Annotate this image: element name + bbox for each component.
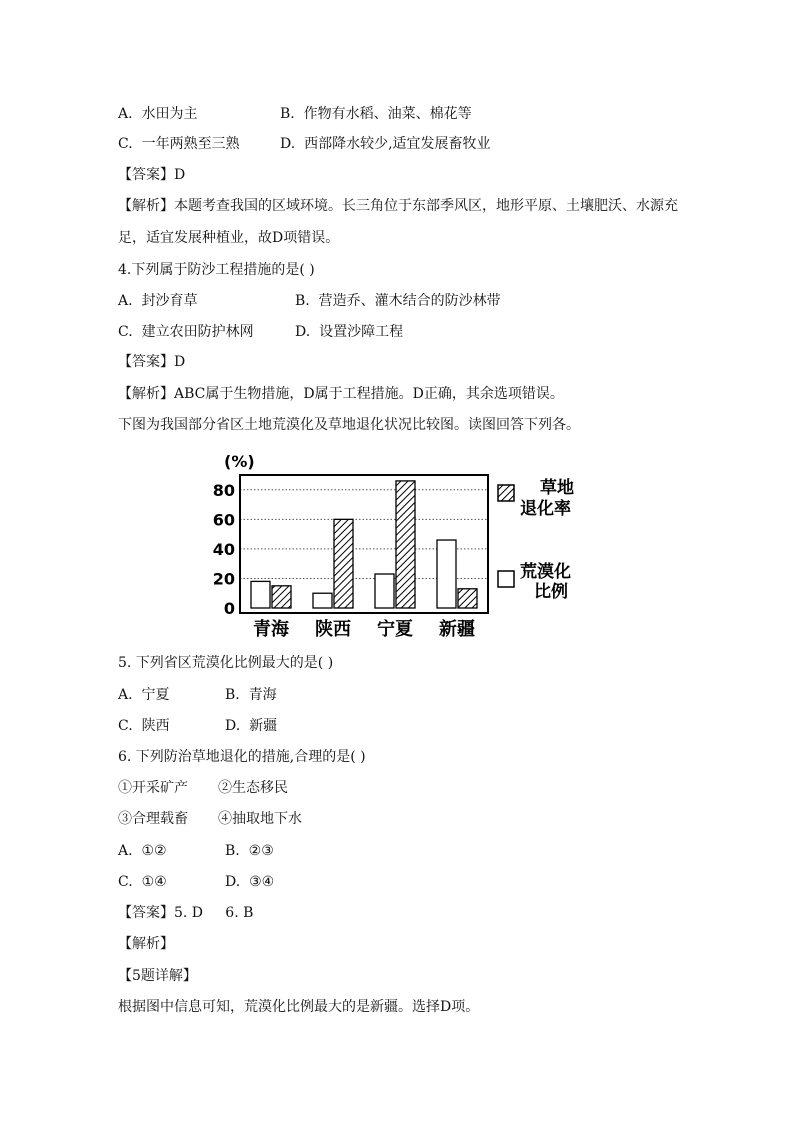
q4-analysis: 【解析】ABC属于生物措施，D属于工程措施。D正确，其余选项错误。 xyxy=(118,386,564,402)
q6-item-4: ④抽取地下水 xyxy=(218,811,302,827)
q6-option-d: D. ③④ xyxy=(225,874,275,890)
bar-desertification xyxy=(375,574,394,608)
x-tick-label: 新疆 xyxy=(439,619,475,640)
legend-desertification-line2: 比例 xyxy=(534,582,568,602)
y-tick-label: 0 xyxy=(223,599,235,618)
bar-grassland-degradation xyxy=(396,481,415,608)
q6-item-3: ③合理载畜 xyxy=(118,811,188,827)
q3-option-b: B. 作物有水稻、油菜、棉花等 xyxy=(280,106,472,122)
x-tick-label: 青海 xyxy=(253,619,289,640)
q6-option-b: B. ②③ xyxy=(225,843,274,859)
q4-option-b: B. 营造乔、灌木结合的防沙林带 xyxy=(295,293,501,309)
q5-option-b: B. 青海 xyxy=(225,687,277,703)
legend-degradation-line1: 草地 xyxy=(540,478,574,498)
q6-option-c: C. ①④ xyxy=(118,874,167,890)
legend-degradation xyxy=(498,477,574,519)
analysis-label: 【解析】 xyxy=(118,936,174,952)
q3-option-c: C. 一年两熟至三熟 xyxy=(118,136,240,152)
bars xyxy=(251,481,477,608)
answers-5-6: 【答案】5. D 6. B xyxy=(118,905,254,921)
q4-answer: 【答案】D xyxy=(118,354,186,370)
q5-option-d: D. 新疆 xyxy=(225,718,278,734)
q5-stem: 5. 下列省区荒漠化比例最大的是( ) xyxy=(118,655,334,671)
q6-stem: 6. 下列防治草地退化的措施,合理的是( ) xyxy=(118,749,366,765)
bar-grassland-degradation xyxy=(458,589,477,608)
y-axis-unit: (%) xyxy=(224,452,255,471)
y-tick-label: 20 xyxy=(212,569,235,589)
q3-option-d: D. 西部降水较少,适宜发展畜牧业 xyxy=(280,136,491,152)
bar-desertification xyxy=(251,581,270,608)
q6-item-2: ②生态移民 xyxy=(218,780,288,796)
bar-grassland-degradation xyxy=(334,519,353,608)
x-tick-label: 宁夏 xyxy=(377,619,413,640)
q4-option-d: D. 设置沙障工程 xyxy=(295,324,404,340)
q5-option-a: A. 宁夏 xyxy=(118,687,170,703)
bar-desertification xyxy=(313,593,332,608)
q4-option-a: A. 封沙育草 xyxy=(118,293,198,309)
legend-swatch-empty xyxy=(498,571,514,587)
legend-desertification-line1: 荒漠化 xyxy=(520,562,571,582)
detail-5-label: 【5题详解】 xyxy=(118,968,197,984)
q3-option-a: A. 水田为主 xyxy=(118,106,198,122)
q3-analysis: 【解析】本题考查我国的区域环境。长三角位于东部季风区，地形平原、土壤肥沃、水源充足，适宜发展种植业，故D项错误。 xyxy=(118,198,678,246)
q6-item-1: ①开采矿产 xyxy=(118,780,188,796)
legend-swatch-hatched xyxy=(498,485,514,501)
x-tick-label: 陕西 xyxy=(315,619,351,640)
x-tick-labels xyxy=(253,618,475,640)
bar-desertification xyxy=(437,540,456,608)
q5-option-c: C. 陕西 xyxy=(118,718,170,734)
y-tick-label: 80 xyxy=(212,480,235,500)
bar-chart xyxy=(210,445,590,645)
detail-5-text: 根据图中信息可知，荒漠化比例最大的是新疆。选择D项。 xyxy=(118,999,480,1015)
q3-answer: 【答案】D xyxy=(118,167,186,183)
q4-stem: 4.下列属于防沙工程措施的是( ) xyxy=(118,262,315,278)
chart-intro: 下图为我国部分省区土地荒漠化及草地退化状况比较图。读图回答下列各。 xyxy=(118,417,580,433)
legend-desertification xyxy=(498,561,571,602)
y-tick-label: 60 xyxy=(212,510,235,530)
y-tick-labels xyxy=(213,481,235,618)
q4-option-c: C. 建立农田防护林网 xyxy=(118,324,254,340)
q6-option-a: A. ①② xyxy=(118,843,167,859)
legend-degradation-line2: 退化率 xyxy=(520,499,571,519)
bar-grassland-degradation xyxy=(272,586,291,608)
y-tick-label: 40 xyxy=(212,539,235,559)
